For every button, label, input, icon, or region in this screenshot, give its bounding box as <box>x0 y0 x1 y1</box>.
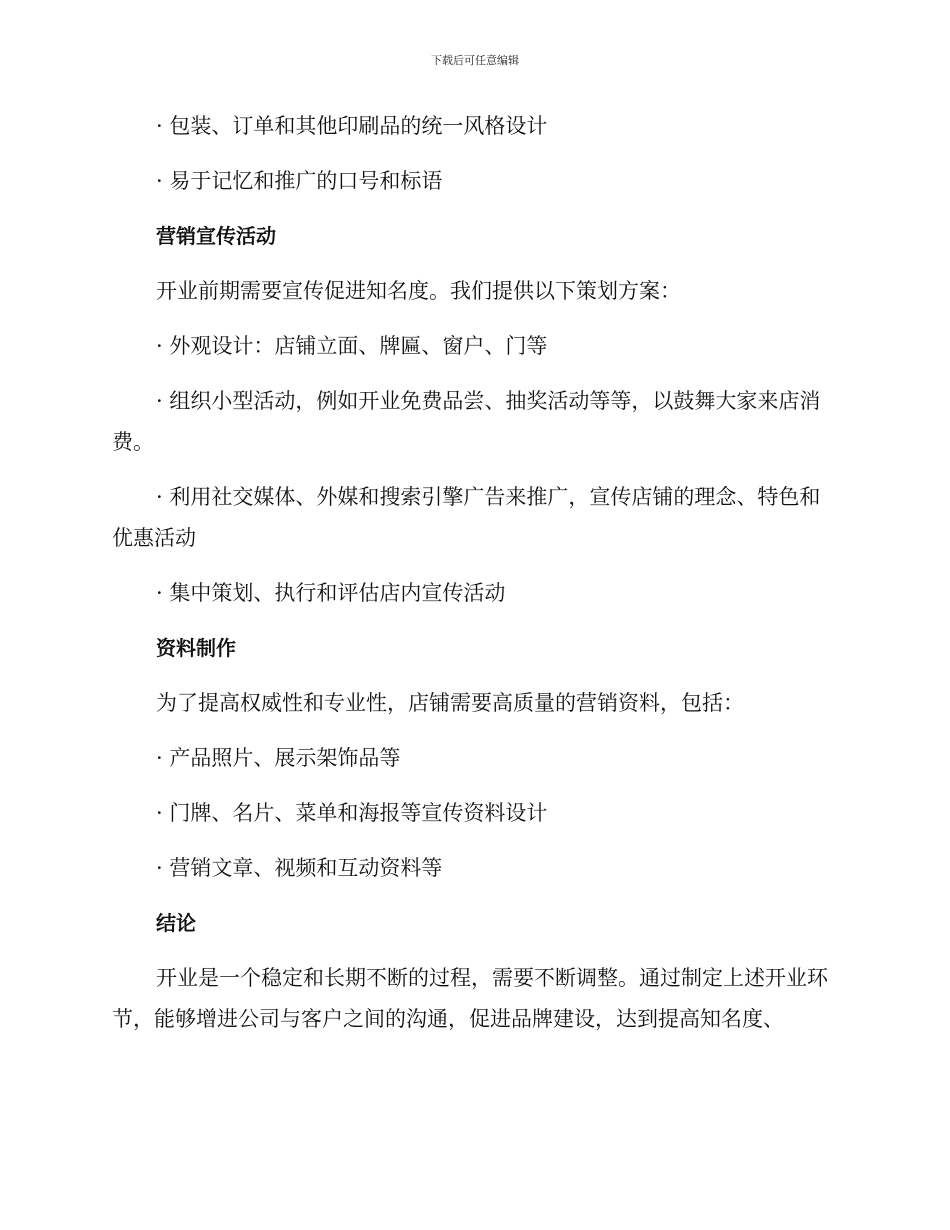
bullet-item-signage-design: · 门牌、名片、菜单和海报等宣传资料设计 <box>156 801 548 825</box>
bullet-item-packaging: · 包装、订单和其他印刷品的统一风格设计 <box>156 114 548 138</box>
paragraph-conclusion: 开业是一个稳定和长期不断的过程，需要不断调整。通过制定上述开业环节，能够增进公司与客户之间的沟通，促进品牌建设，达到提高知名度、 <box>112 966 828 1031</box>
bullet-item-exterior-design: · 外观设计：店铺立面、牌匾、窗户、门等 <box>156 334 548 358</box>
bullet-item-instore-campaign: · 集中策划、执行和评估店内宣传活动 <box>156 581 506 605</box>
document-body <box>112 106 832 1054</box>
page-header-note: 下载后可任意编辑 <box>431 54 519 67</box>
paragraph-materials-intro: 为了提高权威性和专业性，店铺需要高质量的营销资料，包括： <box>156 691 744 715</box>
bullet-item-small-events: · 组织小型活动，例如开业免费品尝、抽奖活动等等，以鼓舞大家来店消费。 <box>112 389 821 454</box>
bullet-item-social-media: · 利用社交媒体、外媒和搜索引擎广告来推广，宣传店铺的理念、特色和优惠活动 <box>112 485 821 550</box>
bullet-item-articles-videos: · 营销文章、视频和互动资料等 <box>156 856 443 880</box>
section-heading-conclusion: 结论 <box>156 911 196 935</box>
section-heading-materials: 资料制作 <box>156 636 236 660</box>
paragraph-marketing-intro: 开业前期需要宣传促进知名度。我们提供以下策划方案： <box>156 279 681 303</box>
section-heading-marketing: 营销宣传活动 <box>156 224 276 248</box>
bullet-item-product-photos: · 产品照片、展示架饰品等 <box>156 746 401 770</box>
bullet-item-slogan: · 易于记忆和推广的口号和标语 <box>156 169 443 193</box>
